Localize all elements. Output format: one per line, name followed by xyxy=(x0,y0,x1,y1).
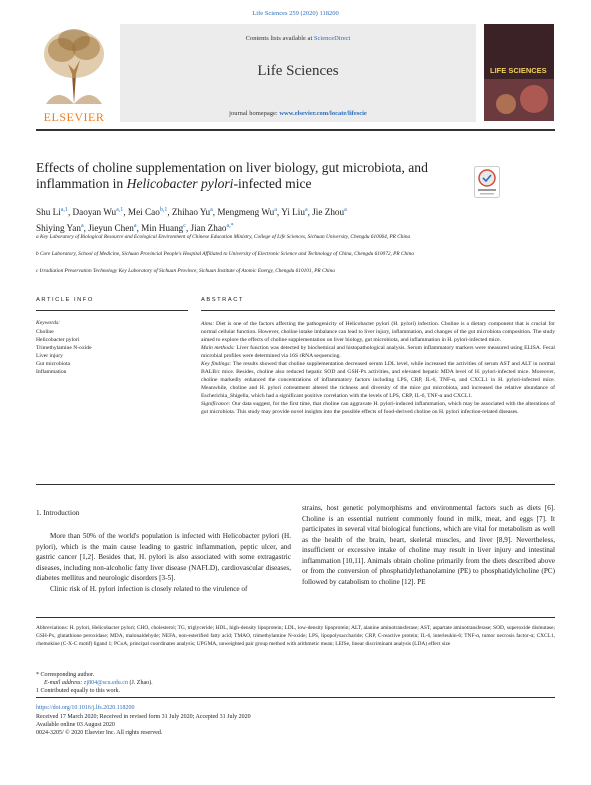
abstract-bottom-rule xyxy=(36,484,555,485)
contents-line xyxy=(120,35,476,42)
article-title xyxy=(36,160,466,192)
aims-label: Aims: xyxy=(201,321,215,327)
findings-text: The results showed that choline supplementation decreased serum LDL level, while increased the activities of serum AST and ALT in normal BALB/c mice. Besides, choline also reduced hepatic SOD and GSH-Px activities, and elevated hepatic MDA level of H. pylori-infected mice. Moreover, choline markedly enhanced the concentrations of inflammatory factors including LPS, CRP, IL-6, TNF-α, and CXCL1 in H. pylori-infected mice. Meanwhile, choline and H. pylori cotreatment altered the richness and diversity of the mice gut microbiota, and increased the relative abundance of Escherichia_Shigella, which had a significant positive correlation with the levels of LPS, CRP, IL-6, TNF-α and CXCL1. xyxy=(201,361,555,399)
significance-label: Significance: xyxy=(201,401,231,407)
author-name[interactable]: Jieyun Chen xyxy=(88,223,134,234)
author-name[interactable]: Jian Zhao xyxy=(190,223,227,234)
author-affiliation-marker[interactable]: b,1 xyxy=(159,207,168,213)
copyright-notice: 0024-3205/ © 2020 Elsevier Inc. All rights reserved. xyxy=(36,730,163,736)
author-affiliation-marker[interactable]: a,* xyxy=(226,223,234,230)
title-part1: Effects of choline supplementation on liver biology, gut microbiota, and inflammation in xyxy=(36,160,428,191)
title-italic: Helicobacter pylori xyxy=(126,176,234,191)
significance-text: Our data suggest, for the first time, that choline can aggravate H. pylori-induced inflammation, which may be associated with the alterations of gut microbiota. This study may provide novel insights into the possible effects of food-derived choline on H. pylori infection-related diseases. xyxy=(201,401,555,415)
author-affiliation-marker[interactable]: a,1 xyxy=(116,207,124,213)
author-affiliation-marker[interactable]: a,1 xyxy=(60,207,68,213)
author-name[interactable]: Shu Li xyxy=(36,207,61,218)
author-affiliation-marker[interactable]: a xyxy=(80,223,84,230)
section-heading-introduction: 1. Introduction xyxy=(36,508,80,517)
title-part2: -infected mice xyxy=(233,176,312,191)
keyword-item: Inflammation xyxy=(36,369,67,375)
intro-paragraph-2: Clinic risk of H. pylori infection is closely related to the virulence of xyxy=(50,584,248,593)
equal-contribution-note: 1 Contributed equally to this work. xyxy=(36,688,120,694)
doi-link[interactable]: https://doi.org/10.1016/j.lfs.2020.118200 xyxy=(36,705,135,711)
author-affiliation-marker[interactable]: a xyxy=(133,223,137,230)
abbreviations-footnote: Abbreviations: H. pylori, Helicobacter pylori; CHO, cholesterol; TG, triglyceride; HDL, high-density lipoprotein; LDL, low-density lipoprotein; ALT, alanine aminotransferase; AST, aspartate aminotransferase; SOD, superoxide dismutase; GSH-Px, glutathione peroxidase; MDA, malonaldehyde; NEFA, non-esterified fatty acid; TMAO, trimethylamine N-oxide; LPS, lipopolysaccharide; CRP, C-reactive protein; IL-6, interleukin-6; TNF-α, tumor necrosis factor-α; CXCL1, chemokine (C-X-C motif) ligand 1; PCoA, principal coordinates analysis; UPGMA, unweighted pair group method with arithmetic mean; LEfSe, linear discriminant analysis (LDA) effect size xyxy=(36,625,555,647)
article-info-rule xyxy=(36,310,188,311)
journal-name: Life Sciences xyxy=(257,63,339,79)
keyword-item: Trimethylamine N-oxide xyxy=(36,345,92,351)
keyword-item: Gut microbiota xyxy=(36,361,71,367)
keyword-item: Helicobacter pylori xyxy=(36,337,80,343)
keywords-label: Keywords: xyxy=(36,320,61,326)
article-info-heading: ARTICLE INFO xyxy=(36,297,94,303)
footer-rule xyxy=(36,697,555,698)
keyword-item: Liver injury xyxy=(36,353,63,359)
abstract-rule xyxy=(201,310,555,311)
author-name[interactable]: Shiying Yan xyxy=(36,223,81,234)
methods-label: Main methods: xyxy=(201,345,235,351)
header-rule xyxy=(36,129,555,131)
author-affiliation-marker[interactable]: a xyxy=(274,207,277,213)
keyword-item: Choline xyxy=(36,329,54,335)
intro-paragraph-1: More than 50% of the world's population is infected with Helicobacter pylori (H. pylori), which is the main cause leading to gastric inflammation, peptic ulcer, and gastric cancer [1,2]. Besides that, H. pylori is also associated with some extragastric diseases, including non-alcoholic fatty liver disease (NAFLD), cardiovascular diseases, diabetes mellitus and neurologic disorders [3-5]. xyxy=(36,532,291,582)
body-left-column xyxy=(36,531,291,594)
body-right-column: strains, host genetic polymorphisms and environmental factors such as diets [6]. Choline is an essential nutrient commonly found in milk, meat, and eggs [7]. It participates in several vital biological functions, which are vital for metabolism as well as the health of the brain, heart, skeletal muscles, and liver [8,9]. Nevertheless, insufficient or excessive intake of choline may result in liver injury and intestinal inflammation [10,11]. Animals obtain choline primarily from the diets described above or from the conversion of phosphatidylethanolamine (PE) to phosphatidylcholine (PC) followed by catabolism to choline [12]. PE xyxy=(302,504,555,586)
journal-homepage xyxy=(120,110,476,117)
check-for-updates-button[interactable] xyxy=(474,166,500,198)
author-name[interactable]: Yi Liu xyxy=(281,207,305,218)
corresponding-author-note: * Corresponding author. xyxy=(36,672,95,678)
affiliation-b: b Core Laboratory, School of Medicine, Sichuan Provincial People's Hospital Affiliated to University of Electronic Science and Technology of China, Chengdu 610072, PR China xyxy=(36,251,414,257)
homepage-prefix: journal homepage: xyxy=(229,110,278,117)
received-dates: Received 17 March 2020; Received in revised form 31 July 2020; Accepted 31 July 2020 xyxy=(36,714,251,720)
author-line-1: Shu Li$^{a,1}$, Daoyan Wu$^{a,1}$, Mei Cao$^{b,1}$, Zhihao Yu$^a$, Mengmeng Wu$^a$, Yi Liu$^a$, Jie Zhou$^a$ xyxy=(36,207,347,218)
contents-prefix: Contents lists available at xyxy=(245,35,313,42)
affiliation-a: a Key Laboratory of Biological Resource and Ecological Environment of Chinese Education Ministry, College of Life Sciences, Sichuan University, Chengdu 610064, PR China xyxy=(36,234,411,240)
publisher-name: ELSEVIER xyxy=(43,110,105,124)
abstract-heading: ABSTRACT xyxy=(201,297,244,303)
findings-label: Key findings: xyxy=(201,361,232,367)
cover-title: LIFE SCIENCES xyxy=(490,66,547,75)
email-link[interactable]: zj804@scu.edu.cn xyxy=(83,680,128,686)
author-name[interactable]: Mei Cao xyxy=(127,207,160,218)
author-name[interactable]: Zhihao Yu xyxy=(171,207,211,218)
homepage-link[interactable]: www.elsevier.com/locate/lifescie xyxy=(279,110,367,117)
author-name[interactable]: Daoyan Wu xyxy=(72,207,117,218)
email-suffix: (J. Zhao). xyxy=(129,680,153,686)
author-name[interactable]: Mengmeng Wu xyxy=(217,207,275,218)
author-name[interactable]: Jie Zhou xyxy=(312,207,345,218)
journal-reference[interactable]: Life Sciences 259 (2020) 118200 xyxy=(252,10,339,17)
aims-text: Diet is one of the factors affecting the pathogenicity of Helicobacter pylori (H. pylori) infection. Choline is a dietary component that is crucial for normal cellular function. However, choline intake imbalance can lead to liver injury, inflammation, and changes of the gut microbiota composition. The study aimed to explore the effects of choline supplementation on liver biology, gut microbiota, and inflammation in H. pylori-infected mice. xyxy=(201,321,555,343)
author-line-2: Shiying Yan$^a$, Jieyun Chen$^a$, Min Huang$^c$, Jian Zhao$^{a,*}$ xyxy=(36,223,234,234)
available-online-date: Available online 03 August 2020 xyxy=(36,722,115,728)
keywords-list xyxy=(36,328,186,376)
author-affiliation-marker[interactable]: a xyxy=(304,207,308,213)
author-name[interactable]: Min Huang xyxy=(141,223,184,234)
affiliation-c: c Irradiation Preservation Technology Key Laboratory of Sichuan Province, Sichuan Institute of Atomic Energy, Chengdu 610101, PR China xyxy=(36,268,335,274)
footnote-rule xyxy=(36,617,555,618)
sciencedirect-link[interactable]: ScienceDirect xyxy=(313,35,351,42)
author-affiliation-marker[interactable]: a xyxy=(344,207,347,213)
author-list xyxy=(36,203,476,235)
email-label: E-mail address: xyxy=(44,680,83,686)
elsevier-tree-logo xyxy=(38,24,110,124)
email-line xyxy=(44,679,153,687)
author-affiliation-marker[interactable]: a xyxy=(210,207,213,213)
author-affiliation-marker[interactable]: c xyxy=(183,223,186,230)
abstract-body xyxy=(201,320,555,416)
methods-text: Liver function was detected by biochemical and histopathological analysis. Serum inflammatory markers were measured using ELISA. Fecal microbial profiles were determined via 16S rRNA sequencing. xyxy=(201,345,555,359)
